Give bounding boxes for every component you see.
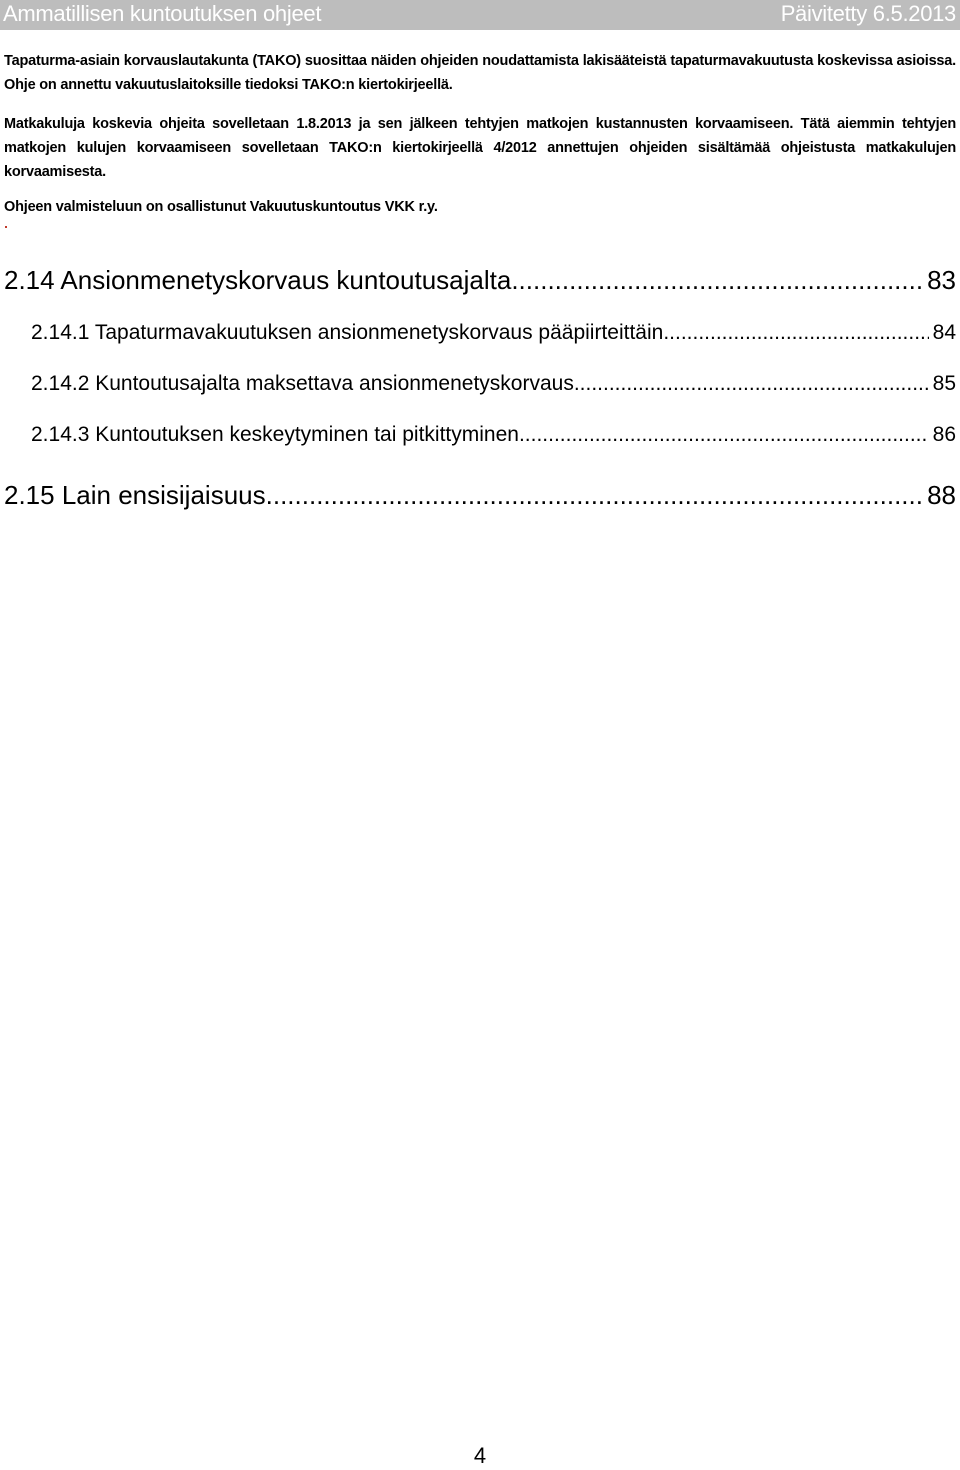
travel-costs-paragraph: Matkakuluja koskevia ohjeita sovelletaan 1.8.2013 ja sen jälkeen tehtyjen matkojen kustannusten korvaamiseen. Tätä aiemmin tehtyjen matkojen kulujen korvaamiseen sovelletaan TAKO:n kiertokirjeellä 4/2012 annettujen ohjeiden sisältämää ohjeistusta matkakulujen korvaamisesta.	[4, 116, 956, 180]
toc-dot-leader	[574, 372, 929, 396]
updated-date: Päivitetty 6.5.2013	[780, 1, 956, 26]
preparation-paragraph: Ohjeen valmisteluun on osallistunut Vakuutuskuntoutus VKK r.y.	[4, 199, 438, 215]
page-header	[0, 0, 960, 30]
toc-entry-label: 2.14.2 Kuntoutusajalta maksettava ansionmenetyskorvaus	[31, 372, 574, 395]
intro-paragraph: Tapaturma-asiain korvauslautakunta (TAKO) suosittaa näiden ohjeiden noudattamista lakisääteistä tapaturmavakuutusta koskevissa asioissa. Ohje on annettu vakuutuslaitoksille tiedoksi TAKO:n kiertokirjeellä.	[4, 53, 956, 93]
toc-page-number: 88	[927, 480, 956, 510]
toc-entry-2-14-3[interactable]	[31, 423, 956, 447]
stray-mark	[4, 222, 10, 228]
toc-page-number: 83	[927, 265, 956, 295]
toc-dot-leader	[511, 265, 923, 296]
toc-entry-label: 2.14 Ansionmenetyskorvaus kuntoutusajalta	[4, 265, 512, 295]
toc-entry-2-14-1[interactable]	[31, 321, 956, 345]
toc-page-number: 85	[932, 372, 956, 395]
toc-entry-2-14[interactable]	[4, 265, 956, 296]
toc-dot-leader	[266, 480, 923, 511]
toc-entry-label: 2.14.3 Kuntoutuksen keskeytyminen tai pitkittyminen	[31, 423, 519, 446]
page-number: 4	[473, 1443, 487, 1468]
toc-entry-label: 2.14.1 Tapaturmavakuutuksen ansionmenetyskorvaus pääpiirteittäin	[31, 321, 664, 344]
toc-dot-leader	[663, 321, 928, 345]
toc-dot-leader	[519, 423, 929, 447]
document-title: Ammatillisen kuntoutuksen ohjeet	[3, 1, 322, 26]
toc-entry-2-15[interactable]	[4, 480, 956, 511]
toc-entry-label: 2.15 Lain ensisijaisuus	[4, 480, 266, 510]
toc-page-number: 84	[932, 321, 956, 344]
toc-page-number: 86	[932, 423, 956, 446]
toc-entry-2-14-2[interactable]	[31, 372, 956, 396]
